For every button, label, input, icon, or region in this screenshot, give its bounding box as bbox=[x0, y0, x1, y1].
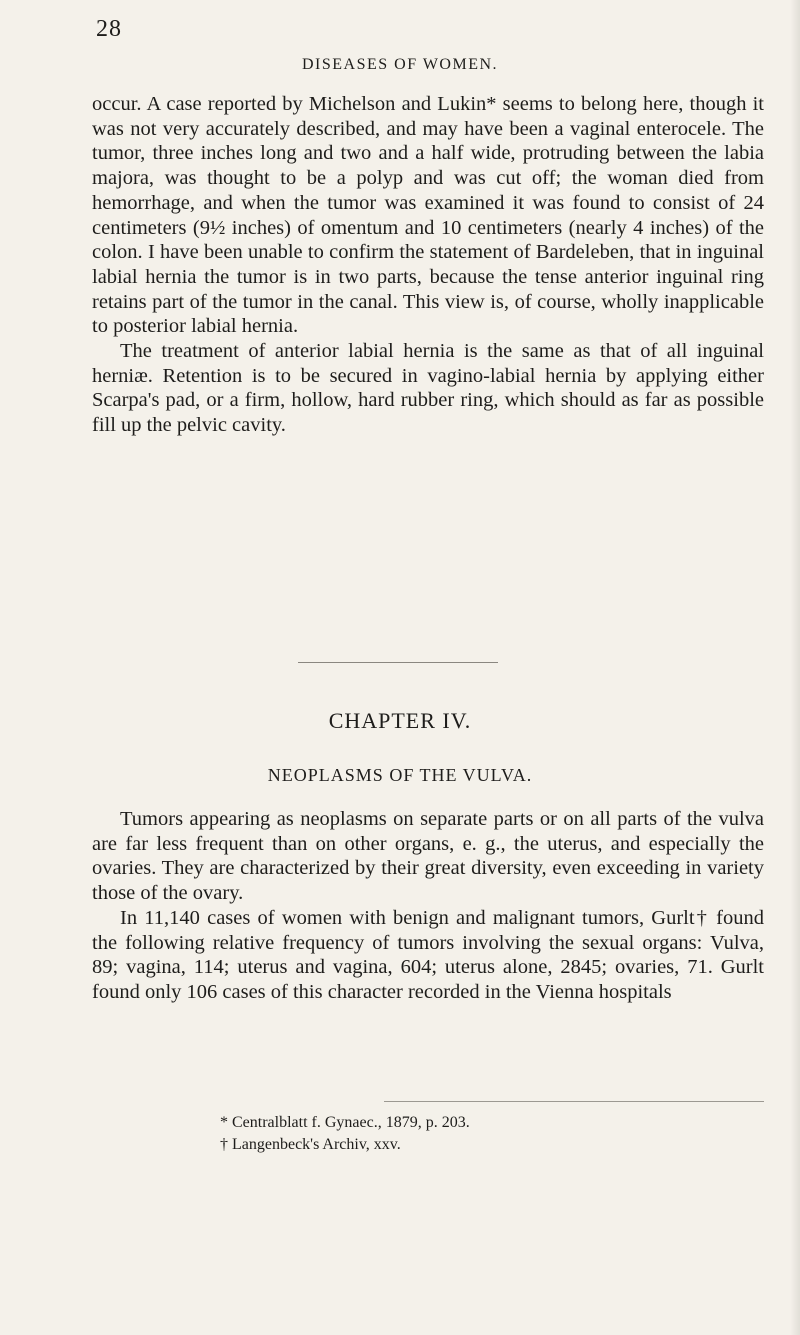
paragraph: Tumors appearing as neoplasms on separate parts or on all parts of the vulva are far less frequent than on other organs, e. g., the uterus, and especially the ovaries. They are characterized by their great diversity, even exceeding in variety those of the ovary. bbox=[92, 808, 764, 905]
footnote: * Centralblatt f. Gynaec., 1879, p. 203. bbox=[220, 1114, 470, 1131]
paragraph: In 11,140 cases of women with benign and malignant tumors, Gurlt† found the following relative frequency of tumors involving the sexual organs: Vulva, 89; vagina, 114; uterus and vagina, 604; uterus alone, 2845; ovaries, 71. Gurlt found only 106 cases of this character recorded in the Vienna hospitals bbox=[92, 906, 764, 1003]
chapter-subtitle: NEOPLASMS OF THE VULVA. bbox=[267, 765, 533, 785]
page-number: 28 bbox=[96, 16, 122, 42]
footnote: † Langenbeck's Archiv, xxv. bbox=[220, 1136, 401, 1153]
running-head: DISEASES OF WOMEN. bbox=[301, 56, 499, 73]
chapter-title: CHAPTER IV. bbox=[328, 708, 472, 733]
footnotes bbox=[220, 1112, 780, 1156]
footnote-divider bbox=[384, 1101, 764, 1102]
text-block-chapter bbox=[92, 807, 764, 1005]
section-divider bbox=[298, 662, 498, 663]
page-edge-shadow bbox=[790, 0, 800, 1335]
paragraph: occur. A case reported by Michelson and Lukin* seems to belong here, though it was not very accurately described, and may have been a vaginal enterocele. The tumor, three inches long and two and a half wide, protruding between the labia majora, was thought to be a polyp and was cut off; the woman died from hemorrhage, and when the tumor was examined it was found to consist of 24 centimeters (9½ inches) of omentum and 10 centimeters (nearly 4 inches) of the colon. I have been unable to confirm the statement of Bardeleben, that in inguinal labial hernia the tumor is in two parts, because the tense anterior inguinal ring retains part of the tumor in the canal. This view is, of course, wholly inapplicable to posterior labial hernia. bbox=[92, 93, 764, 338]
text-block-continuation bbox=[92, 92, 764, 438]
paragraph: The treatment of anterior labial hernia is the same as that of all inguinal herniæ. Retention is to be secured in vagino-labial hernia by applying either Scarpa's pad, or a firm, hollow, hard rubber ring, which should as far as possible fill up the pelvic cavity. bbox=[92, 340, 764, 437]
